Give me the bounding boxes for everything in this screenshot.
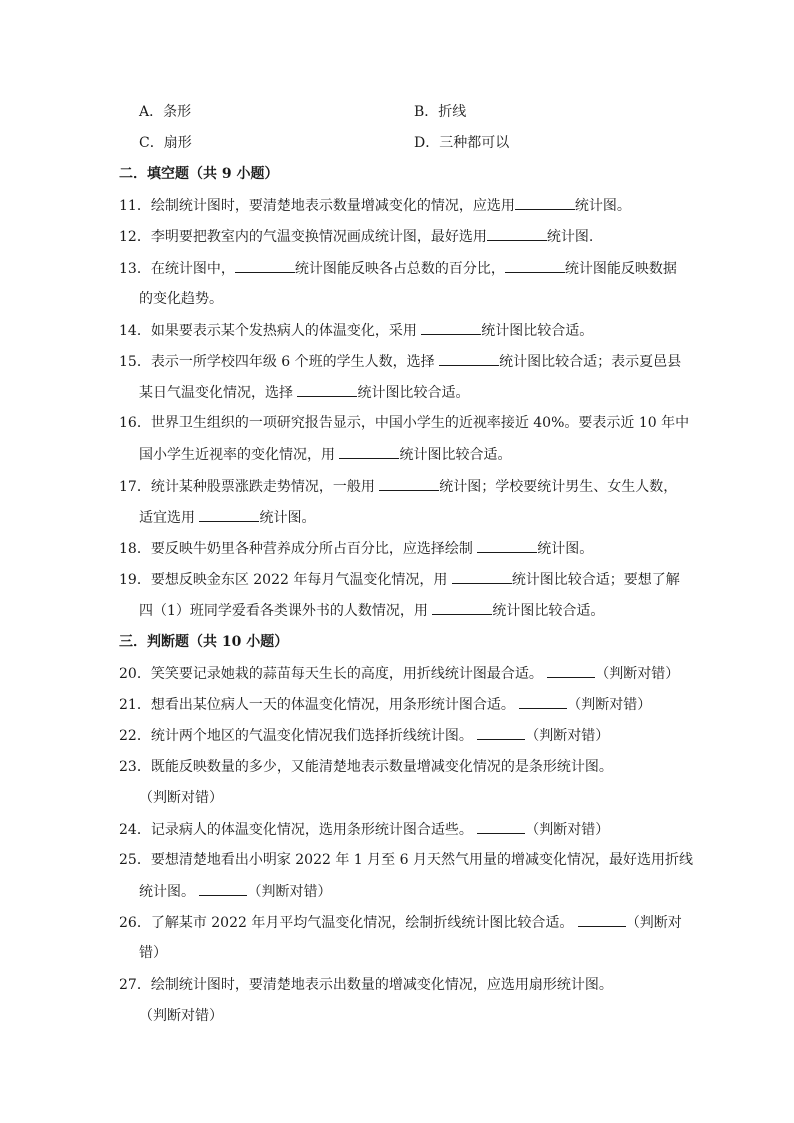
question-text: 统计图比较合适。 xyxy=(357,385,470,401)
answer-blank[interactable] xyxy=(505,259,565,273)
answer-blank[interactable] xyxy=(439,352,499,366)
answer-blank[interactable] xyxy=(477,726,525,740)
question-15 xyxy=(119,352,682,371)
question-text: 笑笑要记录她栽的蒜苗每天生长的高度，用折线统计图最合适。 xyxy=(150,666,548,682)
question-27 xyxy=(119,976,679,994)
section-2-heading: 二．填空题（共 9 小题） xyxy=(119,166,279,182)
question-24 xyxy=(119,820,679,839)
question-text: 适宜选用 xyxy=(139,510,200,526)
question-text: 绘制统计图时，要清楚地表示出数量的增减变化情况，应选用扇形统计图。 xyxy=(150,977,613,993)
option-d: D．三种都可以 xyxy=(414,135,510,151)
answer-blank[interactable] xyxy=(379,477,439,491)
question-15-continued xyxy=(139,383,699,402)
question-text: 某日气温变化情况，选择 xyxy=(139,385,298,401)
question-text: 李明要把教室内的气温变换情况画成统计图，最好选用 xyxy=(150,229,487,245)
question-23 xyxy=(119,758,679,776)
answer-blank[interactable] xyxy=(297,383,357,397)
question-text: 记录病人的体温变化情况，选用条形统计图合适些。 xyxy=(150,822,478,838)
question-text: 统计图。 xyxy=(139,884,200,900)
question-18 xyxy=(119,539,679,558)
question-22 xyxy=(119,726,679,745)
question-number: 23． xyxy=(119,759,151,775)
option-c: C．扇形 xyxy=(139,135,192,151)
question-number: 27． xyxy=(119,977,151,993)
answer-blank[interactable] xyxy=(578,913,626,927)
question-text: 统计图。 xyxy=(574,198,631,214)
question-text: 统计图比较合适。 xyxy=(399,447,512,463)
question-text: 了解某市 2022 年月平均气温变化情况，绘制折线统计图比较合适。 xyxy=(150,915,578,931)
answer-blank[interactable] xyxy=(452,570,512,584)
question-text: 在统计图中， xyxy=(150,261,235,277)
question-text: 既能反映数量的多少，又能清楚地表示数量增减变化情况的是条形统计图。 xyxy=(150,759,613,775)
answer-blank[interactable] xyxy=(477,820,525,834)
question-text: 统计图；学校要统计男生、女生人数， xyxy=(439,479,678,495)
option-b: B．折线 xyxy=(414,104,467,120)
question-text: 统计图比较合适；表示夏邑县 xyxy=(499,354,682,370)
option-a: A．条形 xyxy=(139,104,192,120)
question-21 xyxy=(119,695,679,714)
question-number: 11． xyxy=(119,198,151,214)
question-20 xyxy=(119,664,679,683)
question-text: 要反映牛奶里各种营养成分所占百分比，应选择绘制 xyxy=(150,541,478,557)
question-text: 世界卫生组织的一项研究报告显示，中国小学生的近视率接近 40%。要表示近 10 年中 xyxy=(150,415,690,431)
question-text: 想看出某位病人一天的体温变化情况，用条形统计图合适。 xyxy=(150,697,520,713)
question-26 xyxy=(119,913,682,932)
question-13-continued: 的变化趋势。 xyxy=(139,291,223,307)
question-text: 如果要表示某个发热病人的体温变化，采用 xyxy=(150,323,422,339)
question-text: 绘制统计图时，要清楚地表示数量增减变化的情况，应选用 xyxy=(150,198,515,214)
question-25-continued xyxy=(139,882,699,901)
question-16-continued xyxy=(139,445,699,464)
question-text: （判断对错） xyxy=(525,728,610,744)
question-text: （判断对错） xyxy=(525,822,610,838)
question-text: （判断对错） xyxy=(567,697,652,713)
question-number: 12． xyxy=(119,229,151,245)
question-text: 统计某种股票涨跌走势情况，一般用 xyxy=(150,479,380,495)
question-text: 统计图能反映各占总数的百分比， xyxy=(294,261,505,277)
question-number: 26． xyxy=(119,915,151,931)
question-25 xyxy=(119,851,693,869)
question-text: 表示一所学校四年级 6 个班的学生人数，选择 xyxy=(150,354,440,370)
question-text: （判断对错） xyxy=(247,884,332,900)
question-text: （判断对错） xyxy=(595,666,680,682)
answer-blank[interactable] xyxy=(339,445,399,459)
question-text: 统计图比较合适。 xyxy=(492,603,605,619)
question-number: 25． xyxy=(119,852,151,868)
question-26-continued: 错） xyxy=(139,945,167,961)
question-text: 统计两个地区的气温变化情况我们选择折线统计图。 xyxy=(150,728,478,744)
answer-blank[interactable] xyxy=(432,601,492,615)
question-number: 22． xyxy=(119,728,151,744)
answer-blank[interactable] xyxy=(519,695,567,709)
question-11 xyxy=(119,196,679,215)
question-text: 统计图。 xyxy=(537,541,594,557)
question-14 xyxy=(119,321,679,340)
answer-blank[interactable] xyxy=(199,882,247,896)
question-19 xyxy=(119,570,679,589)
question-text: 要想反映金东区 2022 年每月气温变化情况，用 xyxy=(150,572,452,588)
answer-blank[interactable] xyxy=(235,259,295,273)
question-number: 19． xyxy=(119,572,151,588)
question-16 xyxy=(119,414,690,432)
section-3-heading: 三．判断题（共 10 小题） xyxy=(119,634,289,650)
question-number: 21． xyxy=(119,697,151,713)
question-19-continued xyxy=(139,601,699,620)
question-number: 24． xyxy=(119,822,151,838)
question-text: 要想清楚地看出小明家 2022 年 1 月至 6 月天然气用量的增减变化情况，最好选用折线 xyxy=(150,852,693,868)
question-text: 四（1）班同学爱看各类课外书的人数情况，用 xyxy=(139,603,433,619)
answer-blank[interactable] xyxy=(487,227,547,241)
question-text: 统计图. xyxy=(546,229,594,245)
question-13 xyxy=(119,259,679,278)
question-text: 统计图比较合适；要想了解 xyxy=(511,572,680,588)
question-27-continued: （判断对错） xyxy=(139,1008,223,1024)
question-text: 统计图比较合适。 xyxy=(481,323,594,339)
question-12 xyxy=(119,227,679,246)
question-text: 统计图能反映数据 xyxy=(564,261,677,277)
question-number: 15． xyxy=(119,354,151,370)
question-text: （判断对 xyxy=(625,915,682,931)
question-number: 13． xyxy=(119,261,151,277)
question-text: 国小学生近视率的变化情况，用 xyxy=(139,447,340,463)
question-number: 17． xyxy=(119,479,151,495)
answer-blank[interactable] xyxy=(199,508,259,522)
question-number: 14． xyxy=(119,323,151,339)
question-number: 18． xyxy=(119,541,151,557)
answer-blank[interactable] xyxy=(515,196,575,210)
question-number: 16． xyxy=(119,415,151,431)
answer-blank[interactable] xyxy=(547,664,595,678)
question-23-continued: （判断对错） xyxy=(139,790,223,806)
question-number: 20． xyxy=(119,666,151,682)
answer-blank[interactable] xyxy=(421,321,481,335)
question-17-continued xyxy=(139,508,699,527)
question-17 xyxy=(119,477,679,496)
question-text: 统计图。 xyxy=(259,510,316,526)
answer-blank[interactable] xyxy=(477,539,537,553)
